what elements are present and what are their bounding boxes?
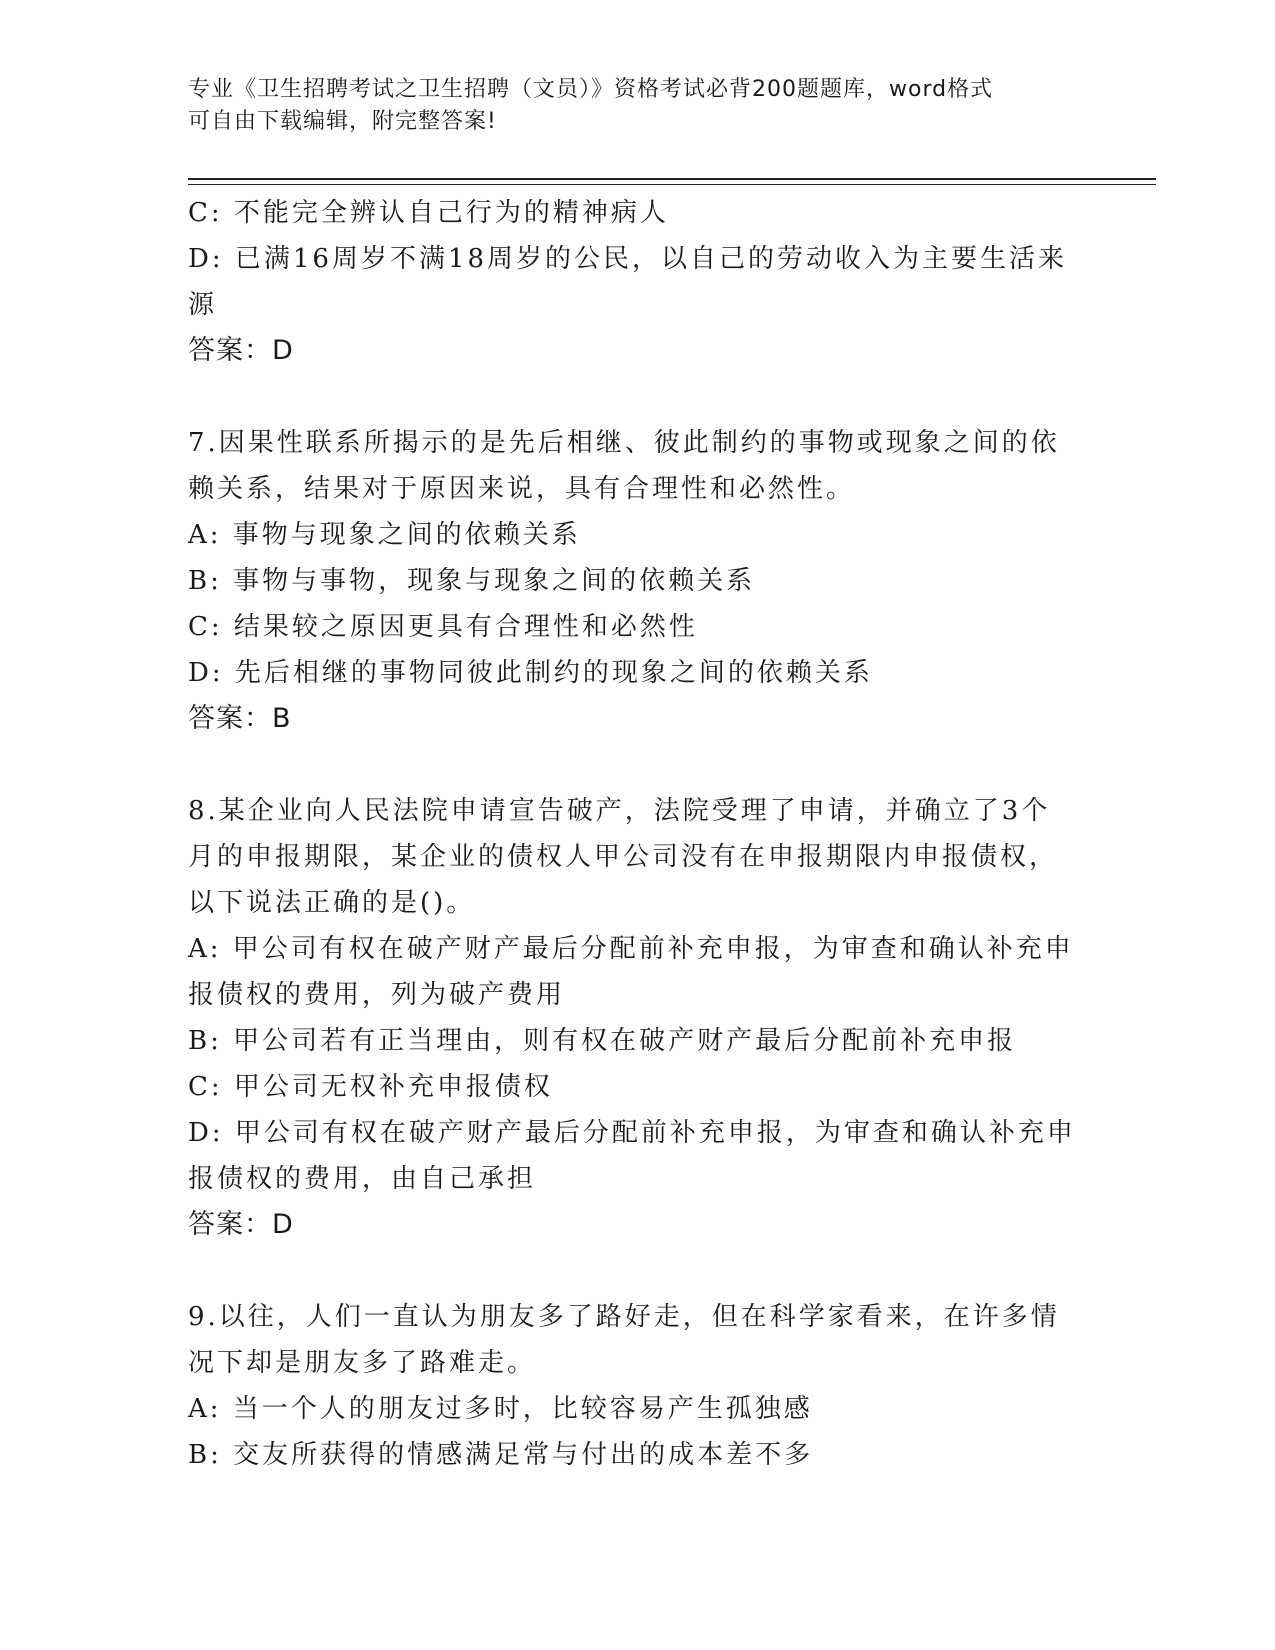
question-7 — [188, 420, 1088, 742]
document-header — [188, 74, 1088, 138]
q7-option-a: A: 事物与现象之间的依赖关系 — [188, 520, 581, 550]
q9-stem-line-1: 9.以往，人们一直认为朋友多了路好走，但在科学家看来，在许多情 — [188, 1302, 1060, 1332]
question-6-tail — [188, 190, 1088, 374]
q6-option-d-line-1: D: 已满16周岁不满18周岁的公民，以自己的劳动收入为主要生活来 — [188, 244, 1068, 274]
q8-stem-line-2: 月的申报期限，某企业的债权人甲公司没有在申报期限内申报债权， — [188, 842, 1059, 872]
q6-option-c: C: 不能完全辨认自己行为的精神病人 — [188, 198, 669, 228]
q9-stem-line-2: 况下却是朋友多了路难走。 — [188, 1348, 537, 1378]
document-body — [188, 190, 1088, 1478]
spacer — [188, 742, 1088, 788]
q8-option-b: B: 甲公司若有正当理由，则有权在破产财产最后分配前补充申报 — [188, 1026, 1017, 1056]
q8-stem-line-1: 8.某企业向人民法院申请宣告破产，法院受理了申请，并确立了3个 — [188, 796, 1051, 826]
spacer — [188, 374, 1088, 420]
q8-stem-line-3: 以下说法正确的是()。 — [188, 888, 476, 918]
q7-option-b: B: 事物与事物，现象与现象之间的依赖关系 — [188, 566, 756, 596]
q8-option-d-line-1: D: 甲公司有权在破产财产最后分配前补充申报，为审查和确认补充申 — [188, 1118, 1076, 1148]
header-title-line-2: 可自由下载编辑，附完整答案! — [188, 109, 497, 134]
q7-answer: 答案：B — [188, 703, 292, 734]
header-divider-thick — [188, 178, 1156, 180]
q8-option-c: C: 甲公司无权补充申报债权 — [188, 1072, 553, 1102]
header-divider-thin — [188, 184, 1156, 185]
q6-option-d-line-2: 源 — [188, 290, 218, 320]
q7-stem-line-1: 7.因果性联系所揭示的是先后相继、彼此制约的事物或现象之间的依 — [188, 428, 1060, 458]
q6-answer: 答案：D — [188, 335, 294, 366]
q9-option-a: A: 当一个人的朋友过多时，比较容易产生孤独感 — [188, 1394, 813, 1424]
q9-option-b: B: 交友所获得的情感满足常与付出的成本差不多 — [188, 1440, 814, 1470]
q7-option-c: C: 结果较之原因更具有合理性和必然性 — [188, 612, 698, 642]
header-title-line-1: 专业《卫生招聘考试之卫生招聘（文员）》资格考试必背200题题库，word格式 — [188, 77, 994, 102]
q7-stem-line-2: 赖关系，结果对于原因来说，具有合理性和必然性。 — [188, 474, 856, 504]
q7-option-d: D: 先后相继的事物同彼此制约的现象之间的依赖关系 — [188, 658, 873, 688]
spacer — [188, 1248, 1088, 1294]
q8-option-a-line-1: A: 甲公司有权在破产财产最后分配前补充申报，为审查和确认补充申 — [188, 934, 1074, 964]
q8-option-d-line-2: 报债权的费用，由自己承担 — [188, 1164, 537, 1194]
question-9 — [188, 1294, 1088, 1478]
question-8 — [188, 788, 1088, 1248]
q8-answer: 答案：D — [188, 1209, 294, 1240]
q8-option-a-line-2: 报债权的费用，列为破产费用 — [188, 980, 566, 1010]
